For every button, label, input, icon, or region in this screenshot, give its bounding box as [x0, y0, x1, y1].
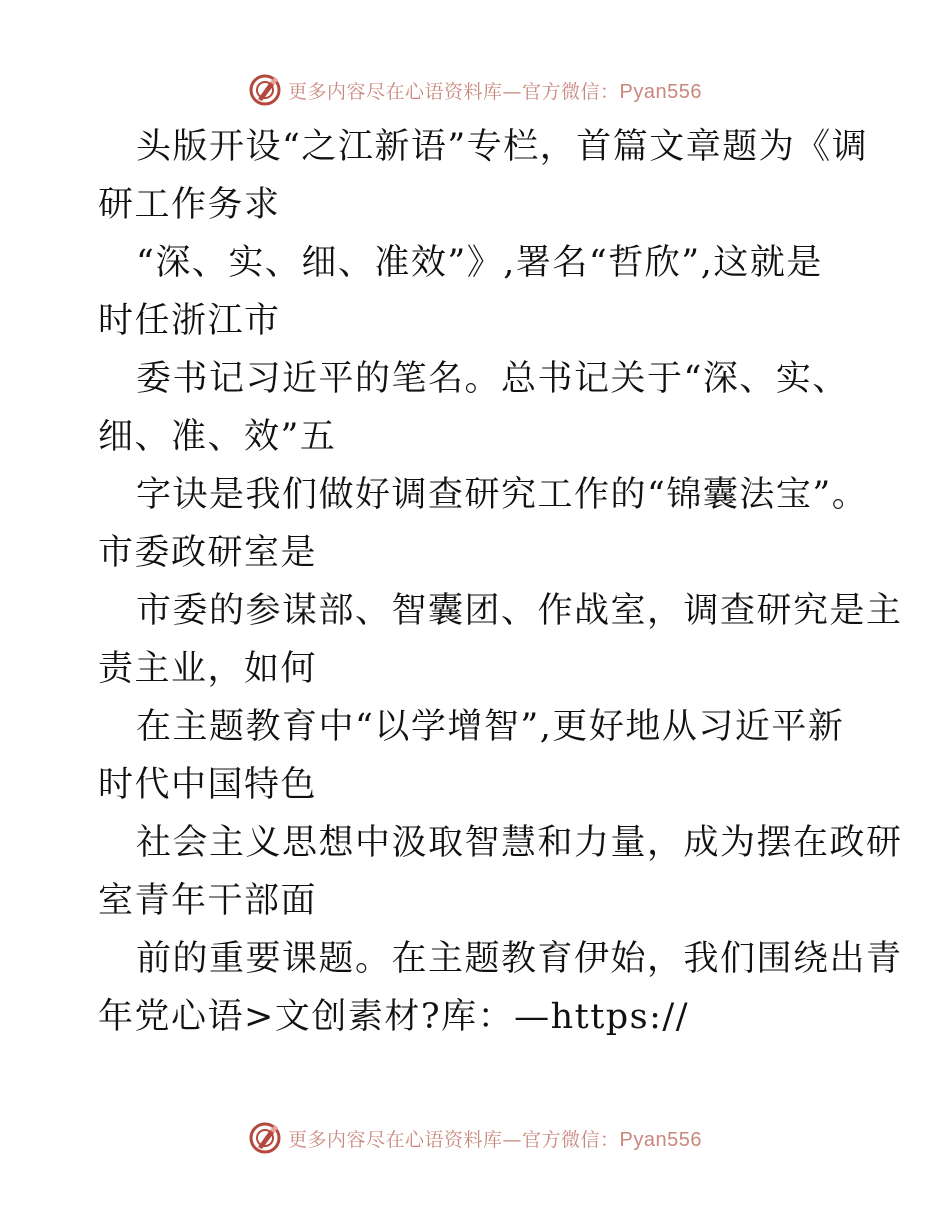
brand-logo-icon: [248, 73, 282, 107]
text-line: 时代中国特色: [98, 765, 318, 805]
document-body: [98, 118, 903, 1046]
text-line: 研工作务求: [98, 185, 281, 225]
text-line: 在主题教育中“以学增智”,更好地从习近平新: [136, 707, 845, 747]
footer-watermark-banner: [0, 1118, 950, 1158]
text-line: 时任浙江市: [98, 301, 281, 341]
text-line: 社会主义思想中汲取智慧和力量，成为摆在政研: [136, 823, 903, 863]
text-line: 前的重要课题。在主题教育伊始，我们围绕出青: [136, 939, 903, 979]
text-line: 室青年干部面: [98, 881, 318, 921]
header-watermark-banner: [0, 70, 950, 110]
banner-label: 更多内容尽在心语资料库—官方微信：: [288, 80, 620, 103]
text-line: 市委政研室是: [98, 533, 318, 573]
text-line: 年党心语>文创素材?库：—https://: [98, 997, 690, 1037]
banner-wechat-id: Pyan556: [619, 80, 702, 103]
banner-label: 更多内容尽在心语资料库—官方微信：: [288, 1128, 620, 1151]
text-line: 细、准、效”五: [98, 417, 337, 457]
brand-logo-icon: [248, 1121, 282, 1155]
banner-text: [288, 1125, 702, 1152]
text-line: 头版开设“之江新语”专栏，首篇文章题为《调: [136, 127, 869, 167]
text-line: 市委的参谋部、智囊团、作战室，调查研究是主: [136, 591, 903, 631]
banner-wechat-id: Pyan556: [619, 1128, 702, 1151]
text-line: 字诀是我们做好调查研究工作的“锦囊法宝”。: [136, 475, 869, 515]
text-line: “深、实、细、准效”》,署名“哲欣”,这就是: [136, 243, 823, 283]
banner-text: [288, 77, 702, 104]
text-line: 委书记习近平的笔名。总书记关于“深、实、: [136, 359, 849, 399]
text-line: 责主业，如何: [98, 649, 318, 689]
